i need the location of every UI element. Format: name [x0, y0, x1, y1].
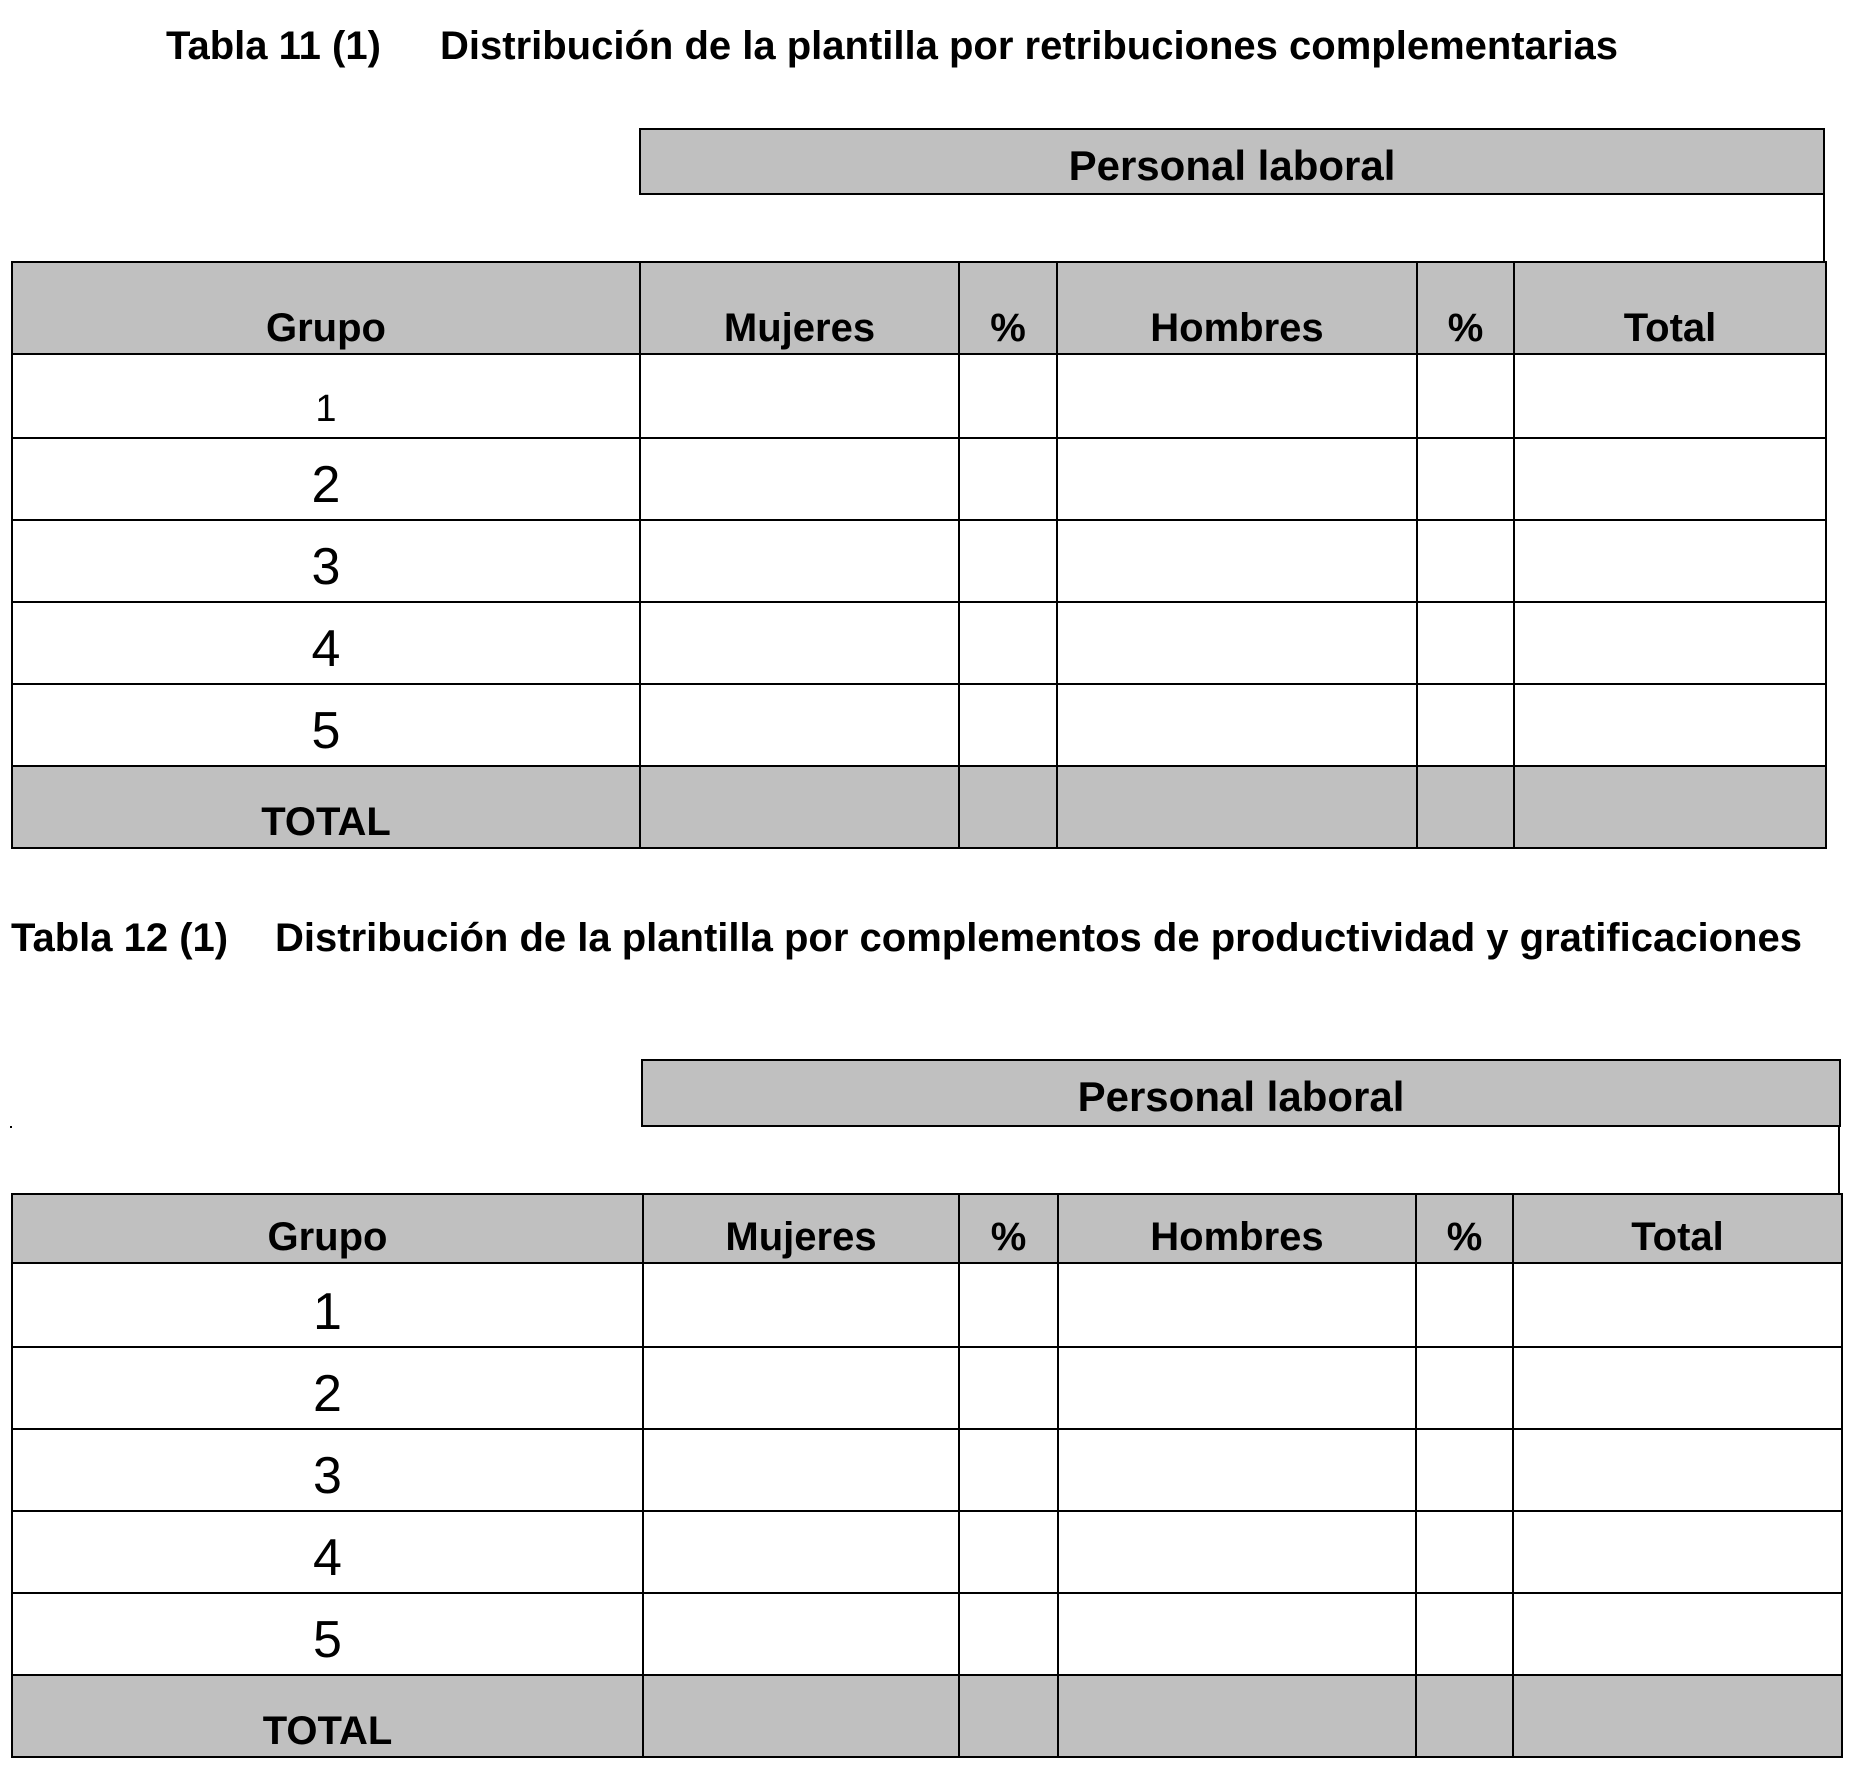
pct-mujeres-cell[interactable] — [959, 1593, 1058, 1675]
pct-mujeres-cell[interactable] — [959, 438, 1057, 520]
col-header-pct-mujeres: % — [959, 1194, 1058, 1263]
table12 — [11, 1193, 1843, 1758]
total-hombres-cell[interactable] — [1058, 1675, 1416, 1757]
col-header-hombres: Hombres — [1057, 262, 1417, 354]
mujeres-cell[interactable] — [640, 520, 959, 602]
grupo-cell: 4 — [12, 1511, 643, 1593]
table11-title-text: Distribución de la plantilla por retribuciones complementarias — [440, 24, 1619, 68]
total-hombres-cell[interactable] — [1057, 766, 1417, 848]
table11-group-header-label: Personal laboral — [1068, 141, 1396, 189]
total-total-cell[interactable] — [1514, 766, 1826, 848]
total-mujeres-cell[interactable] — [643, 1675, 959, 1757]
grupo-cell: 1 — [12, 354, 640, 438]
total-cell[interactable] — [1514, 602, 1826, 684]
pct-mujeres-cell[interactable] — [959, 1511, 1058, 1593]
mujeres-cell[interactable] — [640, 602, 959, 684]
pct-mujeres-cell[interactable] — [959, 1263, 1058, 1347]
table12-right-connector — [1838, 1125, 1840, 1195]
col-header-grupo: Grupo — [12, 1194, 643, 1263]
hombres-cell[interactable] — [1057, 684, 1417, 766]
pct-mujeres-cell[interactable] — [959, 520, 1057, 602]
mujeres-cell[interactable] — [640, 354, 959, 438]
pct-mujeres-cell[interactable] — [959, 684, 1057, 766]
pct-hombres-cell[interactable] — [1416, 1263, 1513, 1347]
grupo-cell: 2 — [12, 1347, 643, 1429]
total-pct-mujeres-cell[interactable] — [959, 1675, 1058, 1757]
table-row — [12, 602, 1826, 684]
pct-hombres-cell[interactable] — [1416, 1593, 1513, 1675]
mujeres-cell[interactable] — [643, 1347, 959, 1429]
pct-hombres-cell[interactable] — [1416, 1511, 1513, 1593]
table-row — [12, 520, 1826, 602]
table-row — [12, 438, 1826, 520]
total-total-cell[interactable] — [1513, 1675, 1842, 1757]
col-header-pct-hombres: % — [1417, 262, 1514, 354]
pct-mujeres-cell[interactable] — [959, 354, 1057, 438]
grupo-cell: 2 — [12, 438, 640, 520]
mujeres-cell[interactable] — [643, 1511, 959, 1593]
table12-header-row — [12, 1194, 1842, 1263]
table12-title — [11, 918, 1802, 958]
mujeres-cell[interactable] — [643, 1593, 959, 1675]
total-cell[interactable] — [1513, 1511, 1842, 1593]
pct-hombres-cell[interactable] — [1416, 1347, 1513, 1429]
total-pct-hombres-cell[interactable] — [1417, 766, 1514, 848]
hombres-cell[interactable] — [1057, 520, 1417, 602]
total-cell[interactable] — [1513, 1593, 1842, 1675]
total-cell[interactable] — [1514, 438, 1826, 520]
total-label: TOTAL — [12, 766, 640, 848]
pct-mujeres-cell[interactable] — [959, 1429, 1058, 1511]
table-row — [12, 1593, 1842, 1675]
total-pct-hombres-cell[interactable] — [1416, 1675, 1513, 1757]
grupo-cell: 1 — [12, 1263, 643, 1347]
pct-hombres-cell[interactable] — [1417, 520, 1514, 602]
total-label: TOTAL — [12, 1675, 643, 1757]
total-cell[interactable] — [1513, 1429, 1842, 1511]
table11-right-connector — [1823, 193, 1825, 263]
table12-group-header — [641, 1059, 1841, 1127]
mujeres-cell[interactable] — [643, 1429, 959, 1511]
hombres-cell[interactable] — [1057, 438, 1417, 520]
total-cell[interactable] — [1514, 520, 1826, 602]
pct-mujeres-cell[interactable] — [959, 602, 1057, 684]
hombres-cell[interactable] — [1058, 1511, 1416, 1593]
table11-group-header — [639, 128, 1825, 195]
table12-title-text: Distribución de la plantilla por complementos de productividad y gratificaciones — [275, 916, 1802, 960]
grupo-cell: 5 — [12, 1593, 643, 1675]
table-row — [12, 354, 1826, 438]
table12-number: Tabla 12 (1) — [11, 916, 229, 960]
table-row — [12, 1347, 1842, 1429]
hombres-cell[interactable] — [1057, 354, 1417, 438]
pct-mujeres-cell[interactable] — [959, 1347, 1058, 1429]
pct-hombres-cell[interactable] — [1417, 354, 1514, 438]
pct-hombres-cell[interactable] — [1417, 684, 1514, 766]
col-header-pct-mujeres: % — [959, 262, 1057, 354]
total-mujeres-cell[interactable] — [640, 766, 959, 848]
grupo-cell: 3 — [12, 1429, 643, 1511]
pct-hombres-cell[interactable] — [1417, 438, 1514, 520]
grupo-cell: 5 — [12, 684, 640, 766]
table11-total-row — [12, 766, 1826, 848]
col-header-mujeres: Mujeres — [640, 262, 959, 354]
mujeres-cell[interactable] — [643, 1263, 959, 1347]
col-header-hombres: Hombres — [1058, 1194, 1416, 1263]
table11-title — [166, 26, 1618, 66]
hombres-cell[interactable] — [1058, 1593, 1416, 1675]
total-cell[interactable] — [1513, 1263, 1842, 1347]
table-row — [12, 1263, 1842, 1347]
col-header-pct-hombres: % — [1416, 1194, 1513, 1263]
total-cell[interactable] — [1514, 354, 1826, 438]
table11 — [11, 261, 1827, 849]
hombres-cell[interactable] — [1058, 1263, 1416, 1347]
total-cell[interactable] — [1513, 1347, 1842, 1429]
col-header-grupo: Grupo — [12, 262, 640, 354]
hombres-cell[interactable] — [1057, 602, 1417, 684]
total-pct-mujeres-cell[interactable] — [959, 766, 1057, 848]
table-row — [12, 1511, 1842, 1593]
pct-hombres-cell[interactable] — [1416, 1429, 1513, 1511]
col-header-mujeres: Mujeres — [643, 1194, 959, 1263]
table12-total-row — [12, 1675, 1842, 1757]
table11-header-row — [12, 262, 1826, 354]
stray-dot — [10, 1126, 12, 1128]
table11-number: Tabla 11 (1) — [166, 24, 381, 68]
grupo-cell: 3 — [12, 520, 640, 602]
col-header-total: Total — [1514, 262, 1826, 354]
mujeres-cell[interactable] — [640, 438, 959, 520]
table-row — [12, 684, 1826, 766]
grupo-cell: 4 — [12, 602, 640, 684]
mujeres-cell[interactable] — [640, 684, 959, 766]
table-row — [12, 1429, 1842, 1511]
table12-group-header-label: Personal laboral — [1077, 1073, 1405, 1120]
total-cell[interactable] — [1514, 684, 1826, 766]
hombres-cell[interactable] — [1058, 1429, 1416, 1511]
hombres-cell[interactable] — [1058, 1347, 1416, 1429]
pct-hombres-cell[interactable] — [1417, 602, 1514, 684]
col-header-total: Total — [1513, 1194, 1842, 1263]
